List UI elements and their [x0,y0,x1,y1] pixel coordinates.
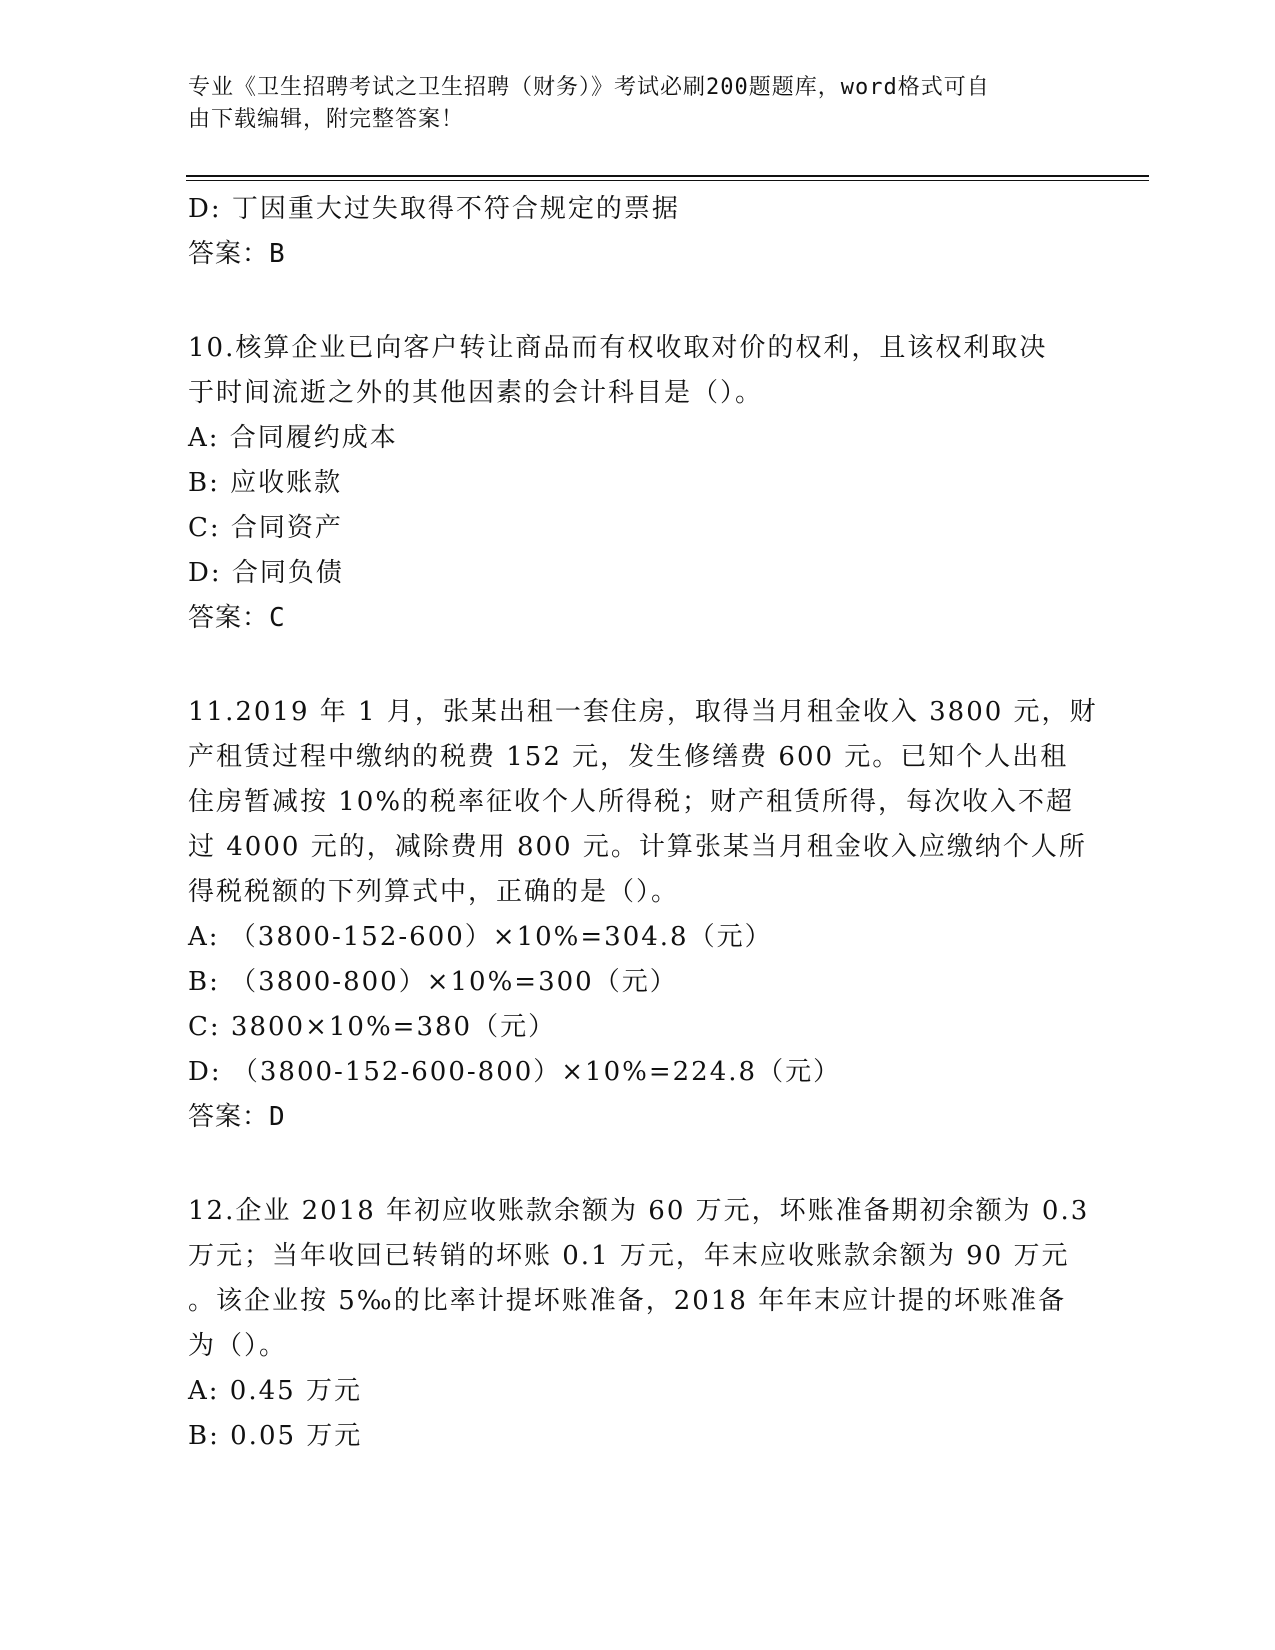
header-line-2: 由下载编辑，附完整答案！ [188,107,465,132]
question-stem-line: 12.企业 2018 年初应收账款余额为 60 万元，坏账准备期初余额为 0.3 [188,1196,1090,1226]
option-d: D: 合同负债 [188,558,344,588]
question-stem-line: 产租赁过程中缴纳的税费 152 元，发生修缮费 600 元。已知个人出租 [188,742,1069,772]
question-stem-line: 万元；当年收回已转销的坏账 0.1 万元，年末应收账款余额为 90 万元 [188,1241,1070,1271]
question-9 [188,187,1088,277]
question-stem-line: 10.核算企业已向客户转让商品而有权收取对价的权利，且该权利取决 [188,333,1048,363]
answer: 答案：C [188,603,286,633]
answer: 答案：B [188,239,286,269]
header-divider-thin [186,180,1149,181]
question-stem-line: 11.2019 年 1 月，张某出租一套住房，取得当月租金收入 3800 元，财 [188,697,1098,727]
option-c: C: 合同资产 [188,513,343,543]
answer: 答案：D [188,1102,286,1132]
question-11 [188,690,1098,1140]
document-header [188,72,1068,136]
question-12 [188,1189,1088,1459]
question-stem-line: 住房暂减按 10%的税率征收个人所得税；财产租赁所得，每次收入不超 [188,787,1075,817]
question-10 [188,326,1088,641]
question-stem-line: 于时间流逝之外的其他因素的会计科目是（）。 [188,378,764,408]
option-b: B: 0.05 万元 [188,1421,363,1451]
header-line-1: 专业《卫生招聘考试之卫生招聘（财务）》考试必刷200题题库，word格式可自 [188,75,990,100]
question-stem-line: 得税税额的下列算式中，正确的是（）。 [188,877,680,907]
question-stem-line: 为（）。 [188,1331,288,1361]
option-d: D: 丁因重大过失取得不符合规定的票据 [188,194,680,224]
option-a: A: （3800-152-600）×10%=304.8（元） [188,922,773,952]
question-stem-line: 。该企业按 5‰的比率计提坏账准备，2018 年年末应计提的坏账准备 [188,1286,1067,1316]
document-body [188,187,1098,1459]
header-divider-thick [186,175,1149,177]
option-b: B: 应收账款 [188,468,343,498]
question-stem-line: 过 4000 元的，减除费用 800 元。计算张某当月租金收入应缴纳个人所 [188,832,1087,862]
option-a: A: 0.45 万元 [188,1376,362,1406]
option-c: C: 3800×10%=380（元） [188,1012,557,1042]
option-d: D: （3800-152-600-800）×10%=224.8（元） [188,1057,842,1087]
option-a: A: 合同履约成本 [188,423,398,453]
option-b: B: （3800-800）×10%=300（元） [188,967,678,997]
